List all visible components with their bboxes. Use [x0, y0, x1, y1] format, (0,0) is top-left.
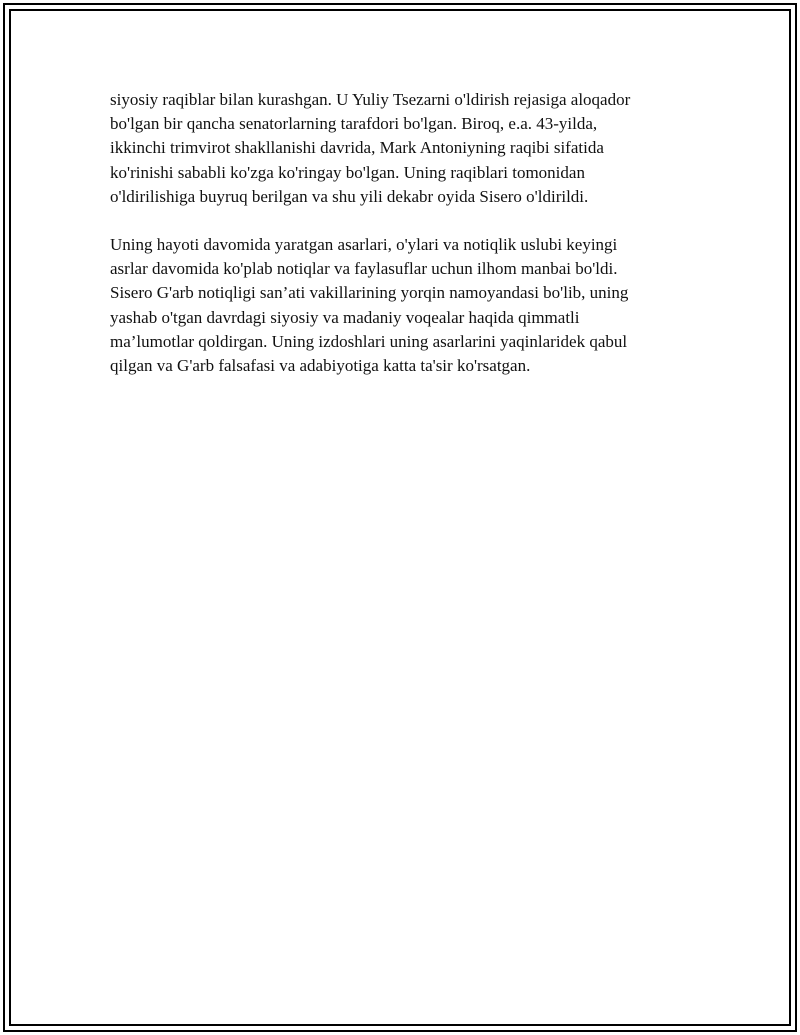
paragraph-line: yashab o'tgan davrdagi siyosiy va madaniy voqealar haqida qimmatli — [110, 307, 580, 327]
paragraph-1 — [110, 88, 690, 209]
paragraph-line: Uning hayoti davomida yaratgan asarlari, o'ylari va notiqlik uslubi keyingi — [110, 235, 618, 255]
paragraph-line: o'ldirilishiga buyruq berilgan va shu yili dekabr oyida Sisero o'ldirildi. — [110, 186, 589, 206]
paragraph-line: asrlar davomida ko'plab notiqlar va faylasuflar uchun ilhom manbai bo'ldi. — [110, 259, 618, 279]
paragraph-spacer — [110, 209, 690, 233]
paragraph-2 — [110, 233, 690, 378]
paragraph-line: ko'rinishi sababli ko'zga ko'ringay bo'lgan. Uning raqiblari tomonidan — [110, 162, 585, 182]
paragraph-line: siyosiy raqiblar bilan kurashgan. U Yuliy Tsezarni o'ldirish rejasiga aloqador — [110, 90, 631, 109]
document-body — [110, 88, 690, 378]
paragraph-line: ma’lumotlar qoldirgan. Uning izdoshlari uning asarlarini yaqinlaridek qabul — [110, 331, 628, 351]
paragraph-line: ikkinchi trimvirot shakllanishi davrida, Mark Antoniyning raqibi sifatida — [110, 138, 604, 158]
paragraph-line: bo'lgan bir qancha senatorlarning tarafdori bo'lgan. Biroq, e.a. 43-yilda, — [110, 114, 598, 134]
paragraph-line: Sisero G'arb notiqligi san’ati vakillarining yorqin namoyandasi bo'lib, uning — [110, 283, 629, 303]
paragraph-line: qilgan va G'arb falsafasi va adabiyotiga katta ta'sir ko'rsatgan. — [110, 356, 531, 376]
